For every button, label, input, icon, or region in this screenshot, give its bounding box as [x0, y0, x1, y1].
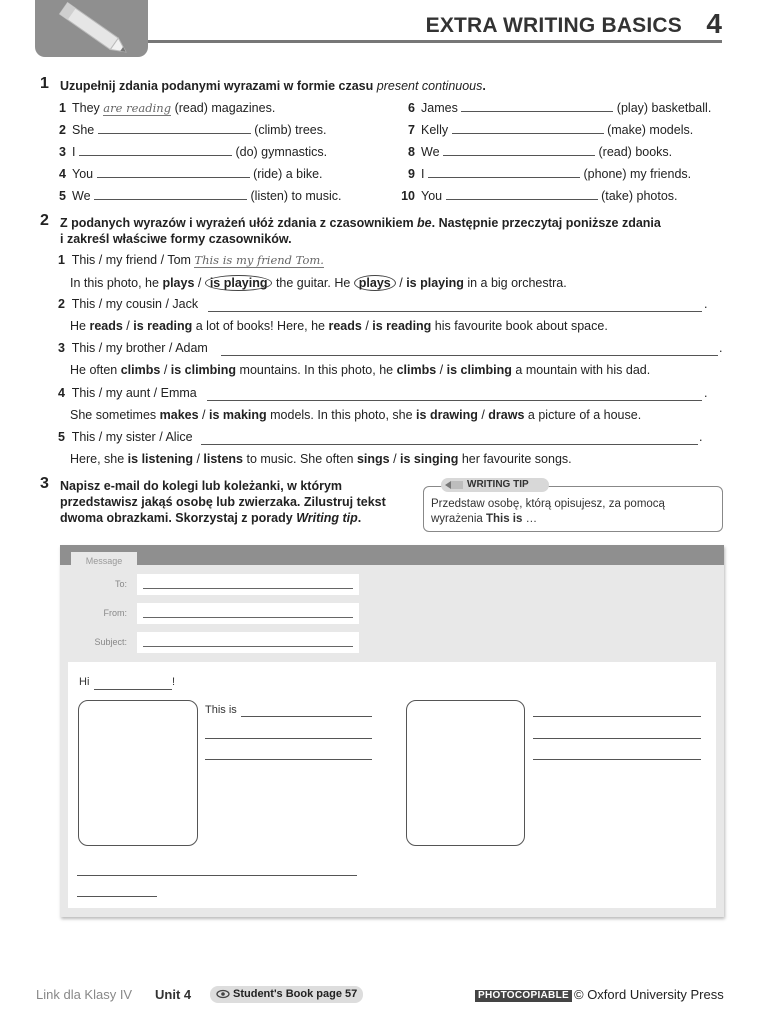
copyright: © Oxford University Press	[574, 987, 724, 1002]
writing-line[interactable]	[77, 896, 157, 897]
ex1-item-1-answer: are reading	[103, 101, 172, 115]
from-label: From:	[103, 608, 127, 618]
exercise-3-instruction: Napisz e-mail do kolegi lub koleżanki, w którym przedstawisz jakąś osobę lub zwierzaka. Zilustruj tekst dwoma obrazkami. Skorzystaj z porady Writing tip.	[60, 479, 386, 525]
ex1-item-3-blank[interactable]	[79, 145, 232, 156]
choice[interactable]: sings	[356, 452, 390, 466]
ex1-item-8-blank[interactable]	[443, 145, 595, 156]
period: .	[704, 386, 708, 400]
email-titlebar	[60, 545, 724, 565]
ex1-item-2: 2 She (climb) trees.	[59, 123, 327, 137]
pencil-icon	[35, 0, 148, 57]
choice[interactable]: reads	[328, 319, 362, 333]
ex1-item-6: 6 James (play) basketball.	[408, 101, 712, 115]
ex2-item-3-prompt: 3 This / my brother / Adam	[58, 341, 208, 355]
this-is-label: This is	[205, 704, 237, 716]
ex1-item-3: 3 I (do) gymnastics.	[59, 145, 328, 159]
students-book-page-badge: Student's Book page 57	[210, 986, 363, 1003]
ex1-item-6-blank[interactable]	[461, 101, 613, 112]
subject-field[interactable]	[137, 632, 359, 653]
writing-line[interactable]	[533, 716, 701, 717]
subject-label: Subject:	[94, 637, 127, 647]
greeting-name-blank[interactable]	[94, 689, 172, 690]
writing-tip-label: WRITING TIP	[441, 478, 549, 492]
exercise-2-number: 2	[40, 212, 49, 229]
choice[interactable]: draws	[488, 408, 525, 422]
choice[interactable]: climbs	[396, 363, 437, 377]
ex2-item-2-sentence: He reads / is reading a lot of books! Here, he reads / is reading his favourite book about space.	[70, 319, 608, 333]
from-field[interactable]	[137, 603, 359, 624]
ex1-item-5: 5 We (listen) to music.	[59, 189, 342, 203]
choice[interactable]: is reading	[372, 319, 432, 333]
writing-line[interactable]	[205, 759, 372, 760]
header-divider	[148, 40, 722, 43]
ex2-item-1-answer: This is my friend Tom.	[194, 253, 324, 267]
ex1-item-8: 8 We (read) books.	[408, 145, 673, 159]
ex2-item-2-blank[interactable]	[208, 311, 702, 312]
choice[interactable]: is reading	[133, 319, 193, 333]
ex1-item-4: 4 You (ride) a bike.	[59, 167, 323, 181]
ex2-item-3-blank[interactable]	[221, 355, 718, 356]
photocopiable-badge: PHOTOCOPIABLE	[475, 990, 572, 1002]
period: .	[719, 341, 723, 355]
this-is-blank[interactable]	[241, 716, 372, 717]
choice[interactable]: plays	[162, 276, 195, 290]
email-tab-message: Message	[71, 552, 137, 568]
choice[interactable]: is climbing	[446, 363, 512, 377]
choice-circled[interactable]: is playing	[205, 275, 273, 291]
ex2-item-3-sentence: He often climbs / is climbing mountains. In this photo, he climbs / is climbing a mountain with his dad.	[70, 363, 651, 377]
exercise-3-number: 3	[40, 475, 49, 492]
footer-book-title: Link dla Klasy IV	[36, 987, 133, 1002]
exercise-1-instruction: Uzupełnij zdania podanymi wyrazami w formie czasu present continuous.	[60, 79, 486, 93]
writing-tip-text: Przedstaw osobę, którą opisujesz, za pomocą wyrażenia This is …	[431, 498, 665, 525]
unit-number: 4	[706, 8, 722, 39]
ex2-item-1-sentence: In this photo, he plays / is playing the guitar. He plays / is playing in a big orchestra.	[70, 276, 567, 290]
choice[interactable]: is singing	[400, 452, 459, 466]
writing-line[interactable]	[205, 738, 372, 739]
choice[interactable]: listens	[203, 452, 243, 466]
ex2-item-5-prompt: 5 This / my sister / Alice	[58, 430, 193, 444]
ex2-item-4-prompt: 4 This / my aunt / Emma	[58, 386, 197, 400]
ex2-item-5-blank[interactable]	[201, 444, 698, 445]
page-title: EXTRA WRITING BASICS	[425, 14, 682, 37]
ex1-item-7: 7 Kelly (make) models.	[408, 123, 694, 137]
period: .	[699, 430, 703, 444]
ex1-item-9: 9 I (phone) my friends.	[408, 167, 692, 181]
ex2-item-5-sentence: Here, she is listening / listens to music. She often sings / is singing her favourite songs.	[70, 452, 572, 466]
ex1-item-9-blank[interactable]	[428, 167, 580, 178]
ex1-item-7-blank[interactable]	[452, 123, 604, 134]
writing-line[interactable]	[533, 738, 701, 739]
ex1-item-4-blank[interactable]	[97, 167, 250, 178]
greeting-hi: Hi	[79, 676, 90, 688]
eye-icon	[216, 989, 230, 999]
period: .	[704, 297, 708, 311]
exercise-1-number: 1	[40, 75, 49, 92]
ex1-item-10: 10 You (take) photos.	[401, 189, 678, 203]
to-label: To:	[114, 579, 127, 589]
choice[interactable]: is playing	[406, 276, 464, 290]
header-tab	[35, 0, 148, 57]
exercise-2-instruction: Z podanych wyrazów i wyrażeń ułóż zdania z czasownikiem be. Następnie przeczytaj poniższe zdania i zakreśl właściwe formy czasowników.	[60, 216, 661, 246]
picture-frame-1[interactable]	[78, 700, 198, 846]
ex1-item-1: 1 They are reading (read) magazines.	[59, 101, 276, 115]
ex2-item-2-prompt: 2 This / my cousin / Jack	[58, 297, 199, 311]
choice[interactable]: is climbing	[170, 363, 237, 377]
writing-line[interactable]	[533, 759, 701, 760]
footer-unit: Unit 4	[155, 987, 192, 1002]
to-field[interactable]	[137, 574, 359, 595]
choice[interactable]: climbs	[120, 363, 161, 377]
ex2-item-4-sentence: She sometimes makes / is making models. In this photo, she is drawing / draws a picture of a house.	[70, 408, 642, 422]
choice[interactable]: makes	[159, 408, 199, 422]
writing-line[interactable]	[77, 875, 357, 876]
choice[interactable]: reads	[89, 319, 123, 333]
choice[interactable]: is drawing	[416, 408, 478, 422]
choice[interactable]: is listening	[127, 452, 193, 466]
ex2-item-1-prompt: 1 This / my friend / Tom This is my friend Tom.	[58, 253, 324, 267]
ex1-item-5-blank[interactable]	[94, 189, 247, 200]
ex1-item-10-blank[interactable]	[446, 189, 598, 200]
ex2-item-4-blank[interactable]	[207, 400, 702, 401]
picture-frame-2[interactable]	[406, 700, 525, 846]
ex1-item-2-blank[interactable]	[98, 123, 251, 134]
choice[interactable]: is making	[208, 408, 267, 422]
choice-circled[interactable]: plays	[354, 275, 396, 291]
pencil-tip-icon	[445, 480, 463, 490]
greeting-exclamation: !	[172, 676, 176, 688]
